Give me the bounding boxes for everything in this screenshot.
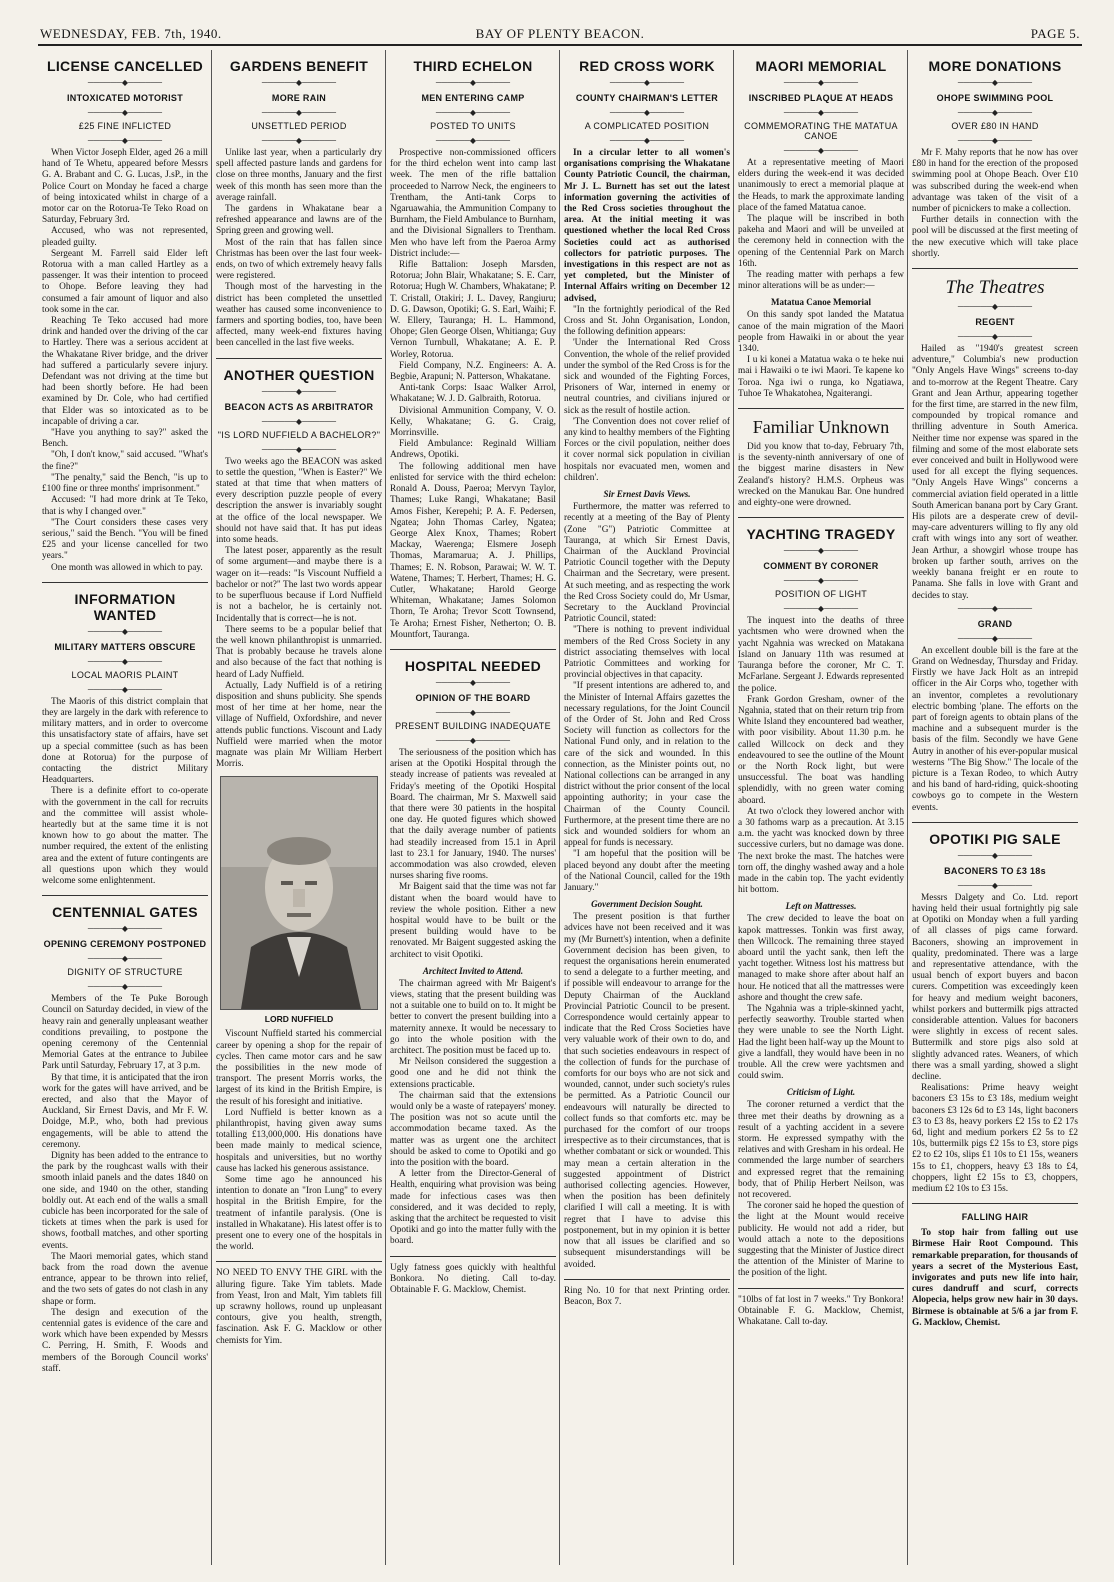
advert-printing — [564, 1286, 730, 1308]
article-license-cancelled — [42, 58, 208, 574]
advert-body — [912, 1228, 1078, 1329]
headline: OPOTIKI PIG SALE — [929, 830, 1061, 847]
deck: DIGNITY OF STRUCTURE — [67, 967, 183, 978]
headline: YACHTING TRAGEDY — [746, 526, 896, 543]
article-body — [216, 148, 382, 350]
article-another-question — [216, 367, 382, 1254]
article-body-continued — [738, 1100, 904, 1279]
deck: POSITION OF LIGHT — [774, 589, 868, 600]
ornament-divider — [390, 137, 556, 145]
deck: COMMEMORATING THE MATATUA CANOE — [744, 121, 898, 141]
article-body — [564, 305, 730, 484]
paragraph: The Ngahnia was a triple-skinned yacht, perfectly seaworthy. Trouble started when they were unable to see the North Light. Had the light been half-way up the Mount to give a landfall, they would have been in no trouble. All the crew were yachtsmen and could swim. — [738, 1003, 904, 1082]
paragraph: 'Under the International Red Cross Convention, the whole of the relief provided under the symbol of the Red Cross is for the sick and wounded of the Fighting Forces, Prisoners of War, interned in enemy or neutral countries, and civilians injured or sick as the result of hostile action. — [564, 338, 730, 416]
ornament-divider — [390, 737, 556, 745]
paragraph: I u ki konei a Matatua waka o te heke nui mai i Hawaiki o te iwi Maori. Te kapene ko Toroa. Nga iwi o runga, ko Ngatiawa, Tuhoe Te Whakatohea, Ngaiterangi. — [738, 355, 904, 399]
minor-heading: Left on Mattresses. — [785, 901, 857, 912]
article-the-theatres — [912, 277, 1078, 814]
paragraph: Actually, Lady Nuffield is of a retiring disposition and shuns publicity. She spends most of her time at her home, near the village of Nuffield, Oxfordshire, and never attends public functions. Viscount and Lady Nuffield were married when the motor magnate was plain Mr William Herbert Morris. — [216, 680, 382, 770]
paragraph: The present position is that further advices have not been received and it was my (Mr Burnett's) intention, when a definite Government decision has been given, to request the organisations herein enumerated to send a delegate to a further meeting, and if possible will endeavour to arrange for the Deputy Chairman of the Auckland Provincial Patriotic Council to be present. Correspondence would certainly appear to indicate that the Red Cross Societies have very valuable work of their own to do, and that such societies endeavours in respect of the collection of funds for the purchase of comforts for our boys who are not sick and wounded, cannot, under such society's rules be permitted. As a Patriotic Council our endeavours will naturally be directed to collect funds so that comforts etc. may be purchased for the comfort of our troops irrespective as to their circumstances, that is whether combatant or sick or wounded. This may mean a certain alteration in the suggested appointment of District authorised collecting agencies. However, when the position has been definitely clarified I will call a meeting. It is with regret that I have to advise this postponement, but in my opinion it is better now that all issues be clarified and so subsequent misunderstandings will be avoided. — [564, 912, 730, 1270]
paragraph: There seems to be a popular belief that the well known philanthropist is unmarried. That is probably because he travels alone and also because of the fact that nothing is heard of Lady Nuffield. — [216, 624, 382, 680]
paragraph: Mr F. Mahy reports that he now has over £80 in hand for the erection of the proposed swimming pool at Ohope Beach. Over £10 was subscribed during the week-end when advantage was taken of the visit of a number of picnickers to make a collection. — [912, 148, 1078, 215]
ornament-divider — [738, 109, 904, 117]
paragraph: One month was allowed in which to pay. — [51, 562, 203, 573]
ornament-divider — [42, 686, 208, 694]
column-1 — [42, 50, 208, 1576]
subhead: COUNTY CHAIRMAN'S LETTER — [575, 93, 719, 103]
article-body — [738, 442, 904, 509]
minor-heading: Government Decision Sought. — [591, 899, 703, 910]
article-gardens-benefit — [216, 58, 382, 350]
paragraph: The latest poser, apparently as the result of some argument—and maybe there is a wager on it—reads: "Is Viscount Nuffield a bachelor or not?" The last two words appear to be superfluous because if Lord Nuffield is not a bachelor, he is certainly not. Incidentally that is correct—he is not. — [216, 546, 382, 624]
article-red-cross-work — [564, 58, 730, 1271]
paragraph: There is a definite effort to co-operate with the government in the call for recruits and the committee will assist whole-heartedly but at the same time it is not known how to go about the matter. The number required, the extent of the enlisting area and the extent of future contingents are all questions upon which they would welcome some enlightenment. — [42, 786, 208, 886]
paragraph: An excellent double bill is the fare at the Grand on Wednesday, Thursday and Friday. Firstly we have Jack Holt as an intrepid officer in the Air Corps who, together with an inventor, completes a revolutionary electric bombing 'plane. The efforts on the part of foreign agents to obtain plans of the machine and a subsequent murder is the basis of the film. Secondly we have Gene Autry in another of his ever-popular musical westerns "The Big Show." The locale of the picture is a Texan Rodeo, to which Autry and his band of hard-riding, quick-shooting cowboys go to compete in the Western events. — [912, 645, 1078, 813]
article-body — [42, 148, 208, 574]
ornament-divider — [912, 333, 1078, 341]
ornament-divider — [564, 137, 730, 145]
advert-text: Ring No. 10 for that next Printing order. Beacon, Box 7. — [564, 1285, 730, 1307]
ornament-divider — [390, 109, 556, 117]
paragraph: The seriousness of the position which has arisen at the Opotiki Hospital through the steady increase of patients was revealed at Friday's meeting of the Opotiki Hospital Board. The chairman, Mr S. Maxwell said that there were 30 patients in the hospital one day. He quoted figures which showed that the daily average number of patients had steadily increased from 15.1 in April last to 23.1 for January, 1940. The nurses' accommodation was also crowded, eleven nurses sharing five rooms. — [390, 747, 556, 882]
article-body — [42, 697, 208, 887]
paper-name: BAY OF PLENTY BEACON. — [475, 26, 645, 41]
paragraph: Field Ambulance: Reginald William Andrews, Opotiki. — [390, 439, 556, 461]
article-opotiki-pig-sale — [912, 831, 1078, 1195]
article-body — [738, 616, 904, 896]
paragraph: "I am hopeful that the position will be placed beyond any doubt after the meeting of the National Council, called for the 19th January." — [564, 849, 730, 893]
ornament-divider — [42, 955, 208, 963]
ornament-divider — [564, 109, 730, 117]
advert-yim — [216, 1268, 382, 1346]
column-rule — [211, 50, 212, 1565]
paragraph: Sergeant M. Farrell said Elder left Rotorua with a man called Hartley as a passenger. It was their intention to proceed to Ohope. Before leaving they had consumed a fair amount of liquor and also took some in the car. — [42, 248, 208, 315]
column-6 — [912, 50, 1078, 1576]
article-centennial-gates — [42, 904, 208, 1375]
paragraph: 'The Convention does not cover relief of any kind to healthy members of the Fighting Forces or the civil population, neither does it cover normal sick population in civilian hospitals nor evacuated men, women and children'. — [564, 416, 730, 483]
portrait-illustration — [221, 777, 377, 1009]
subhead: BEACON ACTS AS ARBITRATOR — [224, 401, 374, 412]
ornament-divider — [216, 446, 382, 454]
ornament-divider — [738, 577, 904, 585]
paragraph: "There is nothing to prevent individual members of the Red Cross Society in any district associating themselves with local Patriotic Committees and working for provincial objectives in that capacity. — [564, 625, 730, 681]
paragraph: Some time ago he announced his intention to donate an "Iron Lung" to every hospital in the British Empire, for the treatment of infantile paralysis. (One is installed in Whakatane). His latest offer is to present one to every one of the hospitals in the world. — [216, 1174, 382, 1253]
column-rule — [559, 50, 560, 1565]
ornament-divider — [738, 79, 904, 87]
paragraph: Reaching Te Teko accused had more drink and handed over the driving of the car to Hartley. There was a serious accident at the Whakatane River bridge, and the driver had suffered a particularly severe injury. Defendant was not driving at the time but had been shortly before. He had been examined by Dr. Cole, who had certified that Elder was so intoxicated as to be incapable of driving a car. — [42, 316, 208, 427]
article-rule — [42, 582, 208, 583]
ornament-divider — [912, 852, 1078, 860]
ornament-divider — [912, 303, 1078, 311]
paragraph: Though most of the harvesting in the district has been completed the unsettled weather has caused some inconvenience to farmers and sporting bodies, too, have been affected, many week-end fixtures having been cancelled in the last five weeks. — [216, 282, 382, 349]
article-body-continued — [738, 914, 904, 1082]
ornament-divider — [390, 79, 556, 87]
ornament-divider — [738, 147, 904, 155]
ornament-divider — [390, 709, 556, 717]
paragraph: By that time, it is anticipated that the iron work for the gates will have arrived, and be erected, and also that the Mayor of Auckland, Sir Ernest Davis, and Mr F. W. Doidge, M.P., who, both had previous engagements, will be able to attend the ceremony. — [42, 1072, 208, 1150]
paragraph: The design and execution of the centennial gates is evidence of the care and work which have been expended by Messrs C. Perring, H. Smith, F. Woods and members of the Borough Council works' staff. — [42, 1307, 208, 1374]
headline: GARDENS BENEFIT — [229, 58, 369, 74]
deck: UNSETTLED PERIOD — [251, 121, 347, 131]
headline: HOSPITAL NEEDED — [404, 657, 542, 674]
paragraph: A letter from the Director-General of Health, enquiring what provision was being made for infectious cases was then considered, and it was decided to reply, asking that the architect be requested to visit Opotiki and go into the matter fully with the board. — [390, 1169, 556, 1247]
article-rule — [912, 268, 1078, 269]
advert-text: "10lbs of fat lost in 7 weeks." Try Bonkora! Obtainable F. G. Macklow, Chemist, Whakatane. Call to-day. — [738, 1294, 904, 1328]
subhead: COMMENT BY CORONER — [763, 561, 879, 572]
ornament-divider — [912, 882, 1078, 890]
paragraph: Most of the rain that has fallen since Christmas has been over the last four week-ends, on two of which extremely heavy falls were registered. — [216, 237, 382, 282]
article-body — [912, 646, 1078, 814]
headline: RED CROSS WORK — [579, 58, 715, 74]
ornament-divider — [216, 79, 382, 87]
subhead: OHOPE SWIMMING POOL — [936, 93, 1054, 103]
deck: LOCAL MAORIS PLAINT — [71, 669, 179, 680]
article-yachting-tragedy — [738, 526, 904, 1279]
article-rule — [390, 1256, 556, 1257]
ornament-divider — [42, 79, 208, 87]
portrait-photo — [220, 776, 378, 1010]
paragraph: Mr Neilson considered the suggestion a good one and he did not think the extensions practicable. — [390, 1057, 556, 1090]
feature-title: Familiar Unknown — [752, 417, 890, 438]
article-body — [912, 344, 1078, 602]
deck: A COMPLICATED POSITION — [584, 121, 710, 131]
paragraph: Did you know that to-day, February 7th, is the seventy-ninth anniversary of one of the biggest marine disasters in New Zealand's history? H.M.S. Orpheus was wrecked on the Manukau Bar. One hundred and eighty-one were drowned. — [738, 442, 904, 509]
paragraph: At two o'clock they lowered anchor with a 30 fathoms warp as a precaution. At 3.15 a.m. the yacht was knocked down by three successive curlers, but no damage was done. The next broke the mast. The hatches were torn off, the dinghy washed away and a hole made in the cabin top. The yacht evidently hit bottom. — [738, 806, 904, 896]
deck: OVER £80 IN HAND — [951, 121, 1039, 131]
column-2 — [216, 50, 382, 1576]
photo-caption: LORD NUFFIELD — [264, 1014, 334, 1025]
ornament-divider — [42, 983, 208, 991]
article-hospital-needed — [390, 658, 556, 1248]
article-third-echelon — [390, 58, 556, 641]
article-body — [912, 148, 1078, 260]
article-maori-memorial — [738, 58, 904, 400]
article-rule — [738, 1288, 904, 1289]
minor-heading: Criticism of Light. — [786, 1087, 856, 1098]
minor-heading: Sir Ernest Davis Views. — [603, 489, 691, 500]
paragraph: Mr Baigent said that the time was not far distant when the board would have to review the whole position. Either a new hospital would have to be built or the present building would have to be renovated. Mr Baigent suggested asking the architect to visit Opotiki. — [390, 882, 556, 960]
article-rule — [912, 1203, 1078, 1204]
column-3 — [390, 50, 556, 1576]
ornament-divider — [42, 658, 208, 666]
ornament-divider — [912, 79, 1078, 87]
ornament-divider — [738, 547, 904, 555]
article-rule — [390, 649, 556, 650]
paragraph: The reading matter with perhaps a few minor alterations will be as under:— — [738, 270, 904, 292]
ornament-divider — [912, 109, 1078, 117]
feature-title: The Theatres — [945, 277, 1045, 299]
paragraph: When Victor Joseph Elder, aged 26 a mill hand of Te Whetu, appeared before Messrs G. A. Brabant and C. G. Lucas, J.sP., in the Police Court on Monday he faced a charge of being intoxicated whilst in charge of a motor car on the Rotorua-Te Teko Road on Saturday, February 3rd. — [42, 148, 208, 226]
article-body-continued — [564, 502, 730, 894]
paragraph: Divisional Ammunition Company, V. O. Kelly, Whakatane; G. G. Craig, Morrinsville. — [390, 405, 556, 439]
advert-bonkora-weight — [738, 1295, 904, 1329]
advert-text: To stop hair from falling out use Birmese Hair Root Compound. This remarkable preparation, for thousands of years a secret of the Mysterious East, invigorates and puts new life into hair, cures dandruff and scurf, corrects Alopecia, helps grow new hair in 30 days. Birmese is obtainable at 5/6 a jar from F. G. Macklow, Chemist. — [912, 1228, 1078, 1328]
paragraph: Members of the Te Puke Borough Council on Saturday decided, in view of the heavy rain and generally unpleasant weather conditions prevailing, to postpone the opening ceremony of the Centennial Memorial Gates at the entrance to Jubilee Park until Saturday, February 17, at 3 p.m. — [42, 994, 208, 1072]
paragraph: The Maori memorial gates, which stand back from the road down the avenue entrance, appear to be thrown into relief, and the two sets of gates do not clash in any shape or form. — [42, 1251, 208, 1307]
paragraph: Viscount Nuffield started his commercial career by opening a shop for the repair of cycles. Then came motor cars and he saw the possibilities in the new mode of transport. The present Morris works, the largest of its kind in the British Empire, is the result of his foresight and initiative. — [216, 1029, 382, 1107]
paragraph: Messrs Dalgety and Co. Ltd. report having held their usual fortnightly pig sale at Opotiki on Monday when a full yarding of all classes of pigs came forward. Baconers, showing an improvement in quality, predominated. There was a large and representative attendance, with the usual bench of export buyers and bacon curers. Competition was exceedingly keen for heavy and medium weight baconers, whilst porkers and buttermilk pigs attracted considerable attention. Values for baconers were slightly in excess of recent sales. Buttermilk and store pigs also sold at slightly advanced rates. Weaners, of which there was a small yarding, showed a slight decline. — [912, 892, 1078, 1082]
paragraph: The crew decided to leave the boat on kapok mattresses. Tonkin was first away, then Willcock. The remaining three stayed aboard until the yacht sank, then left the yacht together. Witness lost his mattress but managed to make shore after about half an hour. He noticed that all the mattresses were ashore and thought the crew safe. — [738, 914, 904, 1003]
paragraph: Two weeks ago the BEACON was asked to settle the question, "When is Easter?" We stated at that time that when matters of every description puzzle people of every description the answer is invariably sought at the office of the local newspaper. We should not have said that. It has put ideas into some heads. — [216, 456, 382, 546]
headline: INFORMATION WANTED — [74, 590, 176, 623]
paragraph: The coroner returned a verdict that the three met their deaths by drowning as a result of a yachting accident in a severe storm. He expressed sympathy with the relatives and with Gresham in his ordeal. He commended the large number of searchers and expressed regret that the remaining body, that of Philip Herbert Neilson, was not recovered. — [738, 1100, 904, 1201]
paragraph: Hailed as "1940's greatest screen adventure," Columbia's new production "Only Angels Have Wings" screens to-day and to-morrow at the Regent Theatre. Cary Grant and Jean Arthur, appearing together for the first time, are starred in the new film, compounded by tropical romance and thrilling adventure in South America. Neither time nor expense was spared in the filming and some of the most elaborate sets ever conceived and built in Hollywood were used for all except the flying sequences. "Only Angels Have Wings" concerns a commercial aviation field operated in a little South American banana port by Cary Grant. His pilots are a desperate crew of devil-may-care adventurers willing to fly any old craft with wings into any sort of weather. Jean Arthur, a showgirl whose troupe has broken up farther south, arrives on the weekly banana freight er en route to Panama. She falls in love with Grant and decides to stay. — [912, 344, 1078, 601]
paragraph: The coroner said he hoped the question of the light at the Mount would receive publicity. He would not add a rider, but would attach a note to the depositions suggesting that the Minister of Justice direct the attention of the Minister of Marine to the position of the light. — [738, 1201, 904, 1279]
article-lead — [564, 148, 730, 305]
article-rule — [42, 895, 208, 896]
paragraph: The gardens in Whakatane bear a refreshed appearance and lawns are of the Spring green and growing well. — [216, 204, 382, 237]
paragraph: Lord Nuffield is better known as a philanthropist, having given away sums totalling £13,000,000. His donations have been made mainly to medical science, hospitals and universities, but no worthy cause has lacked his generous assistance. — [216, 1107, 382, 1174]
article-rule — [738, 517, 904, 518]
subhead: MILITARY MATTERS OBSCURE — [54, 641, 196, 652]
paragraph: The following additional men have enlisted for service with the third echelon: Ronald A. Douss, Paeroa; Mervyn Taylor, Thames; Luke Rangi, Whakatane; Basil Amos Fisher, Kerepehi; P. A. F. Pedersen, Ngatea; John Thomas Carley, Ngatea; George Alex Knox, Thames; Robert Mackay, Waerenga; Elsmere Joseph Thomas, Maramarua; A. J. Phillips, Thames; E. N. Robson, Parawai; W. W. T. Watene, Thames; T. Herbert, Thames; H. G. Cutler, Whakatane; Harold George Whiteman, Whakatane; James Solomon Thorn, Te Aroha; Trevor Scott Townsend, Te Aroha; Ernest Fisher, Netherton; O. B. Mountfort, Tauranga. — [390, 461, 556, 640]
column-rule — [385, 50, 386, 1565]
paragraph: Unlike last year, when a particularly dry spell affected pasture lands and gardens for close on three months, January and the first week of this month has seen more than the average rainfall. — [216, 148, 382, 203]
headline: MAORI MEMORIAL — [755, 58, 887, 74]
column-rule — [733, 50, 734, 1565]
issue-date: WEDNESDAY, FEB. 7th, 1940. — [40, 26, 222, 41]
paragraph: Furthermore, the matter was referred to recently at a meeting of the Bay of Plenty (Zone "G") Patriotic Committee at Tauranga, at which Sir Ernest Davis, Chairman of the Auckland Provincial Patriotic Council together with the Deputy Chairman and the Secretary, were present. At such meeting, and as respecting the work the Red Cross Society could do, Mr Usmar, Secretary to the Auckland Provincial Patriotic Council, stated: — [564, 502, 730, 625]
article-rule — [564, 1279, 730, 1280]
paragraph: The inquest into the deaths of three yachtsmen who were drowned when the yacht Ngahnia was wrecked on Matakana Island on January 11th was resumed at Tauranga before the coroner, Mr C. T. McFarlane. Sergeant J. Edwards represented the police. — [738, 616, 904, 694]
advert-falling-hair — [912, 1212, 1078, 1329]
article-more-donations — [912, 58, 1078, 260]
paragraph: On this sandy spot landed the Matatua canoe of the main migration of the Maori people from Hawaiki in or about the year 1340. — [738, 310, 904, 355]
paragraph: Frank Gordon Gresham, owner of the Ngahnia, stated that on their return trip from White Island they encountered bad weather, with poor visibility. About 11.30 p.m. he called Willcock on deck and they endeavoured to see the outline of the Mount or the North Rock light, but were unsuccessful. The boat was handling splendidly, with no green water coming aboard. — [738, 694, 904, 806]
ornament-divider — [912, 137, 1078, 145]
ornament-divider — [912, 635, 1078, 643]
column-rule — [907, 50, 908, 1565]
paragraph: "The penalty," said the Bench, "is up to £100 fine or three months' imprisonment." — [42, 472, 208, 495]
advert-text: Ugly fatness goes quickly with healthful Bonkora. No dieting. Call to-day. Obtainable F. G. Macklow, Chemist. — [390, 1262, 556, 1296]
ornament-divider — [564, 79, 730, 87]
paragraph: "Oh, I don't know," said accused. "What's the fine?" — [42, 450, 208, 472]
ornament-divider — [42, 628, 208, 636]
article-rule — [738, 408, 904, 409]
article-rule — [216, 1261, 382, 1262]
headline: MORE DONATIONS — [928, 58, 1062, 74]
paragraph: In a circular letter to all women's organisations comprising the Whakatane County Patriotic Council, the chairman, Mr J. L. Burnett has set out the latest information governing the activities of the Red Cross societies throughout the area. At the initial meeting it was questioned whether the local Red Cross Societies could act as authorised collectors for patriotic purposes. The investigations in this respect are not as yet completed, but the Minister of Internal Affairs writing on December 12 advised, — [564, 148, 730, 304]
deck: £25 FINE INFLICTED — [78, 121, 172, 131]
article-information-wanted — [42, 591, 208, 887]
subhead: MORE RAIN — [271, 93, 327, 103]
paragraph: Accused, who was not represented, pleaded guilty. — [42, 226, 208, 248]
deck: PRESENT BUILDING INADEQUATE — [395, 720, 551, 731]
masthead — [40, 26, 1080, 42]
headline: LICENSE CANCELLED — [47, 58, 203, 74]
headline: ANOTHER QUESTION — [223, 366, 375, 383]
paragraph: Field Company, N.Z. Engineers: A. A. Begbie, Arapuni; N. Patterson, Whakatane. — [390, 360, 556, 383]
column-5 — [738, 50, 904, 1576]
article-rule — [912, 822, 1078, 823]
paragraph: The chairman agreed with Mr Baigent's views, stating that the present building was not a suitable one to build on to. It might be better to convert the present building into a maternity annexe. It would be necessary to go into the whole position with the architect. The position must be faced up to. — [390, 978, 556, 1057]
minor-heading: Matatua Canoe Memorial — [771, 297, 871, 308]
article-body — [738, 158, 904, 292]
article-familiar-unknown — [738, 417, 904, 509]
subhead: INTOXICATED MOTORIST — [66, 93, 183, 103]
ornament-divider — [42, 925, 208, 933]
masthead-rule — [38, 44, 1082, 46]
subhead: INSCRIBED PLAQUE AT HEADS — [748, 93, 894, 103]
advert-text: NO NEED TO ENVY THE GIRL with the alluring figure. Take Yim tablets. Made from Yeast, Iron and Malt, Yim tablets fill up scrawny hollows, round up unpleasant contours, give you health, strength, fascination. Ask F. G. Macklow or other chemists for Yim. — [216, 1268, 382, 1346]
article-body — [216, 457, 382, 771]
headline: THIRD ECHELON — [413, 58, 533, 74]
paragraph: The plaque will be inscribed in both pakeha and Maori and will be unveiled at the ceremony held in connection with the opening of the Centennial Park on March 16th. — [738, 214, 904, 269]
article-body — [390, 148, 556, 641]
article-body — [390, 748, 556, 961]
paragraph: The chairman said that the extensions would only be a waste of ratepayers' money. The position was not so acute until the accommodation became taxed. As the matter was as urgent one the architect should be asked to come to Opotiki and go into the position with the board. — [390, 1090, 556, 1169]
minor-heading: Architect Invited to Attend. — [422, 965, 524, 976]
subhead: GRAND — [977, 618, 1013, 629]
paragraph: Accused: "I had more drink at Te Teko, that is why I changed over." — [42, 495, 208, 517]
deck: POSTED TO UNITS — [430, 121, 516, 131]
paragraph: Further details in connection with the pool will be discussed at the first meeting of the new executive which will take place shortly. — [912, 215, 1078, 259]
column-4 — [564, 50, 730, 1576]
paragraph: Dignity has been added to the entrance to the park by the roughcast walls with their smooth inlaid panels and the dates 1840 on one side, and 1940 on the other, standing boldly out. At each end of the walls a small cubicle has been incorporated for the sale of tickets at times when the park is used for shows, football matches, and other sporting events. — [42, 1151, 208, 1251]
subhead: REGENT — [975, 317, 1015, 328]
page-number: PAGE 5. — [1030, 26, 1080, 41]
ornament-divider — [42, 109, 208, 117]
ornament-divider — [216, 388, 382, 396]
article-body-continued — [390, 979, 556, 1248]
paragraph: Prospective non-commissioned officers for the third echelon went into camp last week. The men of the rifle battalion proceeded to Narrow Neck, the engineers to Trentham, the Anti-tank Corps to Ngaruawahia, the Ammunition Company to Burnham, the Field Ambulance to Burnham, and the Divisional Signallers to Trentham. Men who have left from the Paeroa Army District include:— — [390, 148, 556, 259]
paragraph: Rifle Battalion: Joseph Marsden, Rotorua; John Blair, Whakatane; S. E. Carr, Rotorua; Hugh W. Chambers, Whakatane; P. T. Cristall, Otakiri; J. L. Davey, Rangiuru; D. G. Dawson, Opotiki; G. S. Earl, Waihi; F. W. Ellery, Tauranga; H. L. Hammond, Ohope; Glen George Olsen, Whitianga; Guy Vernon Turnbull, Whakatane; A. E. P. Worley, Rotorua. — [390, 260, 556, 360]
ornament-divider — [42, 137, 208, 145]
article-body — [912, 893, 1078, 1195]
paragraph: "Have you anything to say?" asked the Bench. — [42, 428, 208, 450]
ornament-divider — [912, 605, 1078, 613]
paragraph: Anti-tank Corps: Isaac Walker Arrol, Whakatane; W. J. D. Galbraith, Rotorua. — [390, 383, 556, 405]
ornament-divider — [390, 679, 556, 687]
subhead: OPENING CEREMONY POSTPONED — [43, 939, 207, 950]
paragraph: "In the fortnightly periodical of the Red Cross and St. John Organisation, London, the following definition appears: — [564, 304, 730, 338]
subhead: BACONERS TO £3 18s — [944, 865, 1046, 876]
subhead: OPINION OF THE BOARD — [415, 692, 531, 703]
advert-heading: FALLING HAIR — [961, 1212, 1029, 1223]
ornament-divider — [216, 418, 382, 426]
ornament-divider — [216, 137, 382, 145]
ornament-divider — [738, 605, 904, 613]
paragraph: At a representative meeting of Maori elders during the week-end it was decided unanimously to erect a memorial plaque at the Heads, to mark the approximate landing place of the famed Matatua canoe. — [738, 158, 904, 213]
ornament-divider — [216, 109, 382, 117]
article-body-continued — [738, 310, 904, 400]
article-rule — [216, 358, 382, 359]
article-body-continued — [216, 1029, 382, 1253]
headline: CENTENNIAL GATES — [52, 904, 198, 921]
paragraph: "The Court considers these cases very serious," said the Bench. "You will be fined £25 and your license cancelled for two years." — [42, 517, 208, 562]
article-body-continued — [564, 912, 730, 1271]
subhead: MEN ENTERING CAMP — [421, 93, 525, 103]
article-body — [42, 994, 208, 1375]
paragraph: Realisations: Prime heavy weight baconers £3 15s to £3 18s, medium weight baconers £3 12s 6d to £3 14s, light baconers £3 to £3 8s, heavy porkers £2 15s to £2 17s 6d, light and medium porkers £2 5s to £2 10s, buttermilk pigs £2 15s to £3, store pigs £2 to £2 10s, slips £1 10s to £1 15s, weaners 15s to £1, choppers, heavy £3 18s to £4, choppers, light £2 15s to £3, choppers, medium £2 10s to £3 15s. — [912, 1083, 1078, 1195]
deck: "IS LORD NUFFIELD A BACHELOR?" — [217, 429, 381, 440]
advert-bonkora — [390, 1263, 556, 1297]
paragraph: The Maoris of this district complain that they are largely in the dark with reference to military matters, and in order to overcome this unsatisfactory state of affairs, have set up a special committee (such as has been done at Rotorua) for the purpose of contacting the district Military Headquarters. — [42, 696, 208, 786]
paragraph: "If present intentions are adhered to, and the Minister of Internal Affairs gazettes the necessary regulations, for the Joint Council of the Order of St. John and Red Cross Society will function as collectors for the National Fund only, and in relation to the care of the sick and wounded. In this connection, as the Minister points out, no National collections can be arranged in any district without the prior consent of the local appointing authority; in your case the Chairman of the County Council. Furthermore, at the present time there are no sick and wounded soldiers for whom an appeal for funds is necessary. — [564, 681, 730, 849]
